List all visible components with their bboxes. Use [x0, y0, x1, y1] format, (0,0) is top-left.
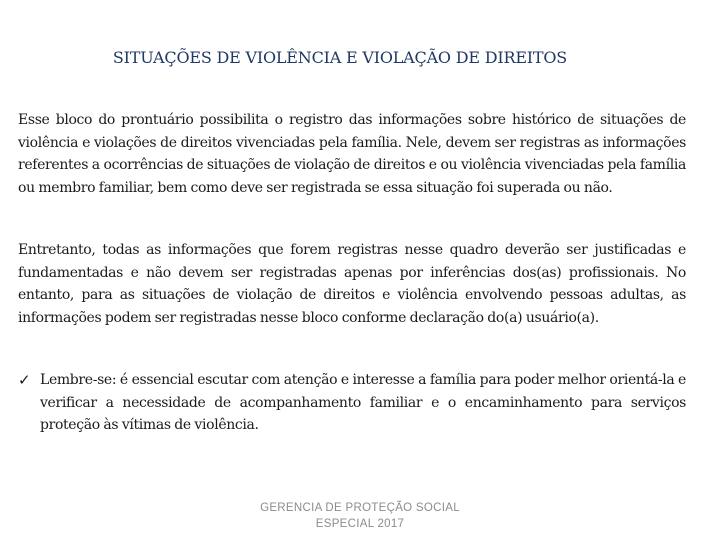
reminder-text: Lembre-se: é essencial escutar com atenção e interesse a família para poder melhor orientá-la e verificar a necessidade de acompanhamento familiar e o encaminhamento para serviços proteção às vítimas de violência.	[40, 372, 686, 433]
page-title: SITUAÇÕES DE VIOLÊNCIA E VIOLAÇÃO DE DIREITOS	[112, 48, 568, 67]
check-icon: ✓	[18, 371, 31, 389]
footer	[220, 500, 500, 532]
footer-line-2: ESPECIAL 2017	[315, 518, 405, 530]
footer-line-1: GERENCIA DE PROTEÇÃO SOCIAL	[260, 502, 460, 514]
paragraph-justification: Entretanto, todas as informações que forem registras nesse quadro deverão ser justificadas e fundamentadas e não devem ser registradas apenas por inferências dos(as) profissionais. No entanto, para as situações de violação de direitos e violência envolvendo pessoas adultas, as informações podem ser registradas nesse bloco conforme declaração do(a) usuário(a).	[18, 242, 686, 326]
reminder-note	[18, 369, 686, 437]
paragraph-history: Esse bloco do prontuário possibilita o registro das informações sobre histórico de situações de violência e violações de direitos vivenciadas pela família. Nele, devem ser registras as informações referentes a ocorrências de situações de violação de direitos e ou violência vivenciadas pela família ou membro familiar, bem como deve ser registrada se essa situação foi superada ou não.	[18, 112, 686, 196]
